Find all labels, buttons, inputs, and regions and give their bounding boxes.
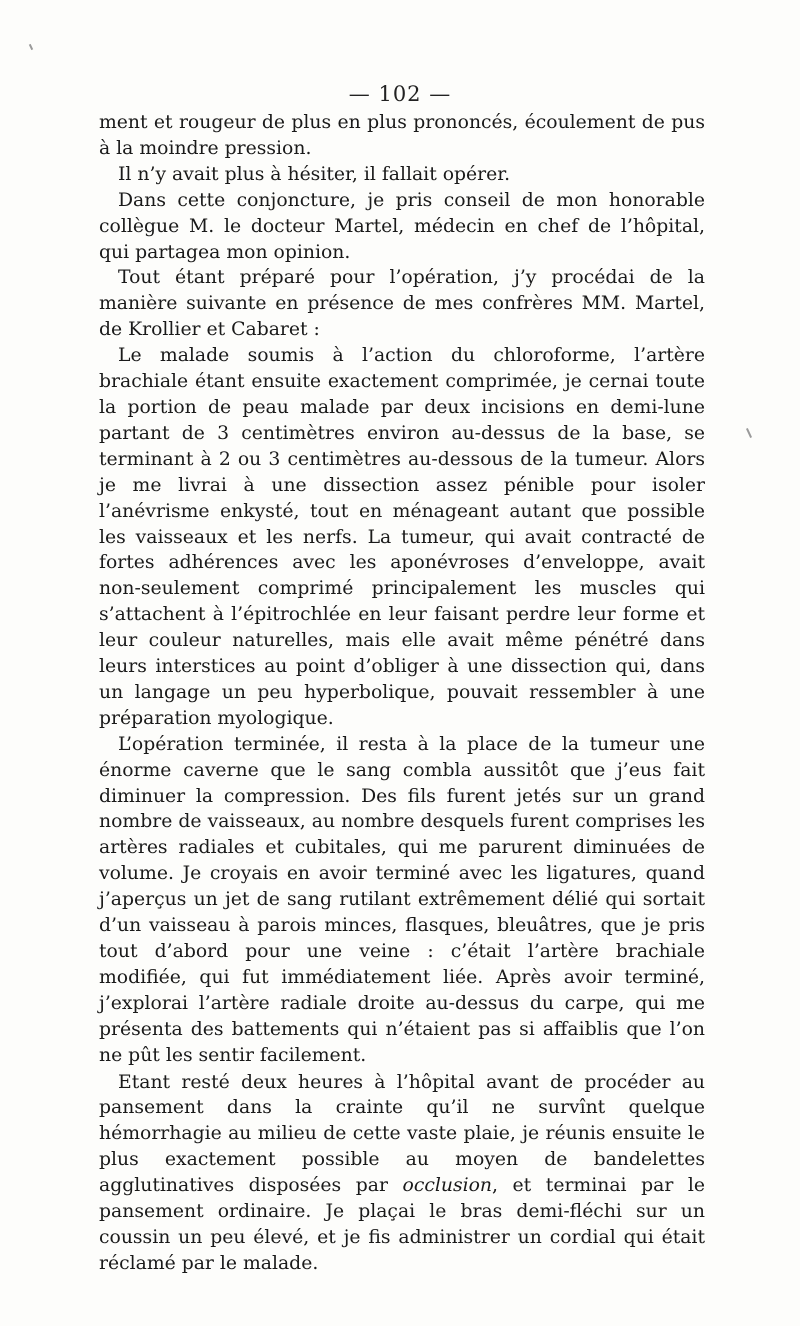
paper-speck (29, 44, 33, 50)
body-text (99, 110, 705, 1277)
paragraph-dressing-start: Etant resté deux heures à l’hôpital avant de procéder au pansement dans la crainte qu’il ne survînt quelque hémorrhagie au milieu de cette vaste plaie, je réunis ensuite le plus exactement possible au moyen de bandelettes agglutinatives disposées par (99, 1071, 705, 1197)
paragraph-dressing (99, 1070, 705, 1277)
paragraph-operation-completed: L’opération terminée, il resta à la place de la tumeur une énorme caverne que le sang combla aussitôt que j’eus fait diminuer la compression. Des fils furent jetés sur un grand nombre de vaisseaux, au nombre desquels furent comprises les artères radiales et cubitales, qui me parurent diminuées de volume. Je croyais en avoir terminé avec les ligatures, quand j’aperçus un jet de sang rutilant extrêmement délié qui sortait d’un vaisseau à parois minces, flasques, bleuâtres, que je pris tout d’abord pour une veine : c’était l’artère brachiale modifiée, qui fut immédiatement liée. Après avoir terminé, j’explorai l’artère radiale droite au-dessus du carpe, qui me présenta des battements qui n’étaient pas si affaiblis que l’on ne pût les sentir facilement. (99, 733, 705, 1066)
paragraph-hesitation: Il n’y avait plus à hésiter, il fallait opérer. (118, 163, 511, 185)
paragraph-dressing-end: , et terminai par le pansement ordinaire. Je plaçai le bras demi-fléchi sur un coussin un peu élevé, et je fis administrer un cordial qui était réclamé par le malade. (99, 1175, 705, 1274)
italic-term-occlusion: occlusion (402, 1175, 493, 1197)
page-number: — 102 — (348, 82, 452, 106)
paragraph-consultation: Dans cette conjoncture, je pris conseil de mon honorable collègue M. le docteur Martel, médecin en chef de l’hôpital, qui partagea mon opinion. (99, 189, 705, 263)
paragraph-continuation: ment et rougeur de plus en plus prononcés, écoulement de pus à la moindre pression. (99, 112, 705, 159)
paper-speck (746, 428, 752, 438)
paragraph-operation-procedure: Le malade soumis à l’action du chloroforme, l’artère brachiale étant ensuite exactement comprimée, je cernai toute la portion de peau malade par deux incisions en demi-lune partant de 3 centimètres environ au-dessus de la base, se terminant à 2 ou 3 centimètres au-dessous de la tumeur. Alors je me livrai à une dissection assez pénible pour isoler l’anévrisme enkysté, tout en ménageant autant que possible les vaisseaux et les nerfs. La tumeur, qui avait contracté de fortes adhérences avec les aponévroses d’enveloppe, avait non-seulement comprimé principalement les muscles qui s’attachent à l’épitrochlée en leur faisant perdre leur forme et leur couleur naturelles, mais elle avait même pénétré dans leurs interstices au point d’obliger à une dissection qui, dans un langage un peu hyperbolique, pouvait ressembler à une préparation myologique. (99, 345, 705, 729)
paragraph-preparation: Tout étant préparé pour l’opération, j’y procédai de la manière suivante en présence de mes confrères MM. Martel, de Krollier et Cabaret : (99, 267, 705, 341)
